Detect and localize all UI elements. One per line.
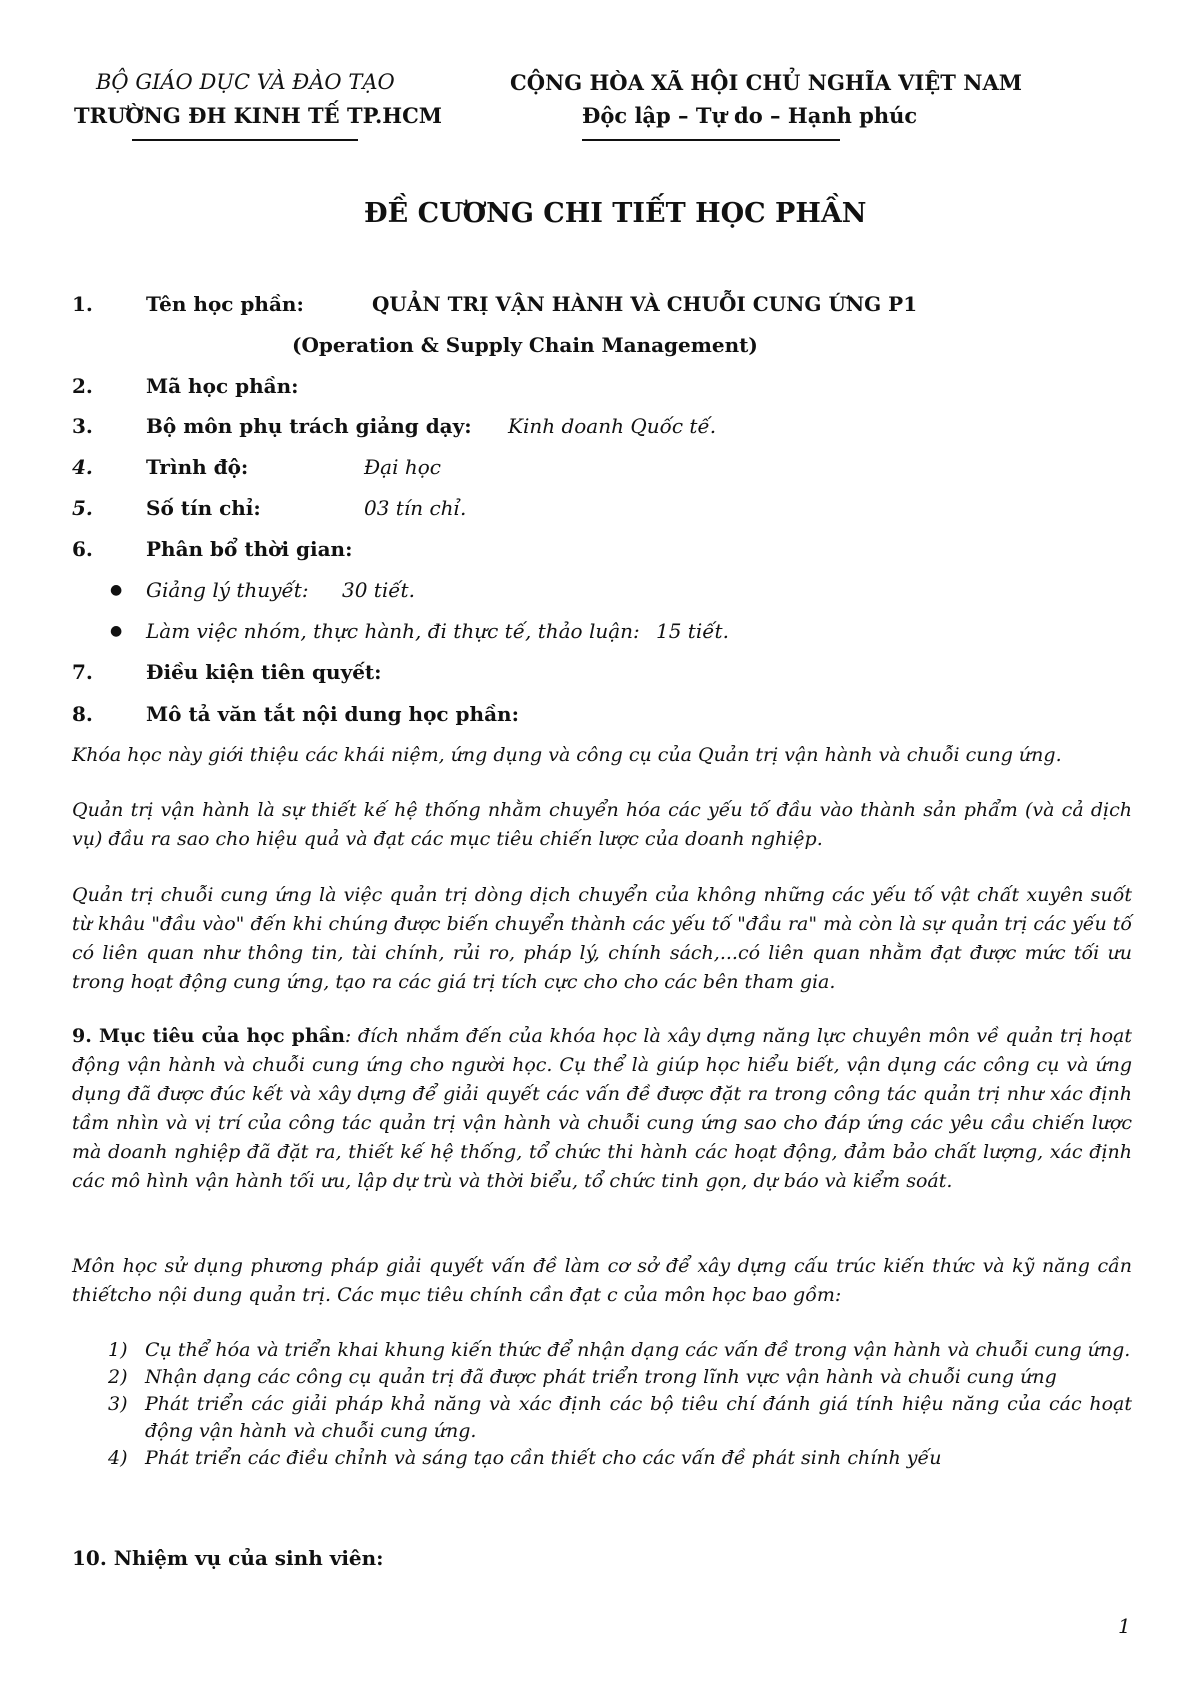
section-7-label: Điều kiện tiên quyết: (146, 660, 382, 684)
list-item-text: Phát triển các điều chỉnh và sáng tạo cần thiết cho các vấn đề phát sinh chính yếu (145, 1447, 942, 1469)
paragraph-intro: Khóa học này giới thiệu các khái niệm, ứng dụng và công cụ của Quản trị vận hành và chuỗi cung ứng. (72, 744, 1062, 766)
left-header-underline (132, 139, 358, 141)
section-4-number: 4. (72, 455, 93, 479)
section-9-heading: 9. Mục tiêu của học phần (72, 1025, 345, 1047)
section-9-body: : đích nhắm đến của khóa học là xây dựng năng lực chuyên môn về quản trị hoạt động vận hành và chuỗi cung ứng cho người học. Cụ thể là giúp học hiểu biết, vận dụng các công cụ và ứng dụng đã được đúc kết và xây dựng để giải quyết các vấn đề được đặt ra trong công tác quản trị như xác định tầm nhìn và vị trí của công tác quản trị vận hành và chuỗi cung ứng sao cho đáp ứng các yêu cầu chiến lược mà doanh nghiệp đã đặt ra, thiết kế hệ thống, tổ chức thi hành các hoạt động, đảm bảo chất lượng, xác định các mô hình vận hành tối ưu, lập dự trù và thời biểu, tổ chức tinh gọn, dự báo và kiểm soát. (72, 1025, 1132, 1192)
section-10-heading: 10. Nhiệm vụ của sinh viên: (72, 1546, 384, 1570)
bullet-icon: ● (110, 623, 123, 639)
section-3-label: Bộ môn phụ trách giảng dạy: (146, 414, 472, 438)
course-name-english: (Operation & Supply Chain Management) (292, 333, 758, 357)
list-item-text: Nhận dạng các công cụ quản trị đã được phát triển trong lĩnh vực vận hành và chuỗi cung ứng (145, 1366, 1057, 1388)
theory-label: Giảng lý thuyết: (146, 578, 309, 602)
section-8-number: 8. (72, 702, 93, 726)
section-1-number: 1. (72, 292, 93, 316)
national-motto: Độc lập – Tự do – Hạnh phúc (582, 103, 918, 128)
section-7-number: 7. (72, 660, 93, 684)
section-6-number: 6. (72, 537, 93, 561)
list-item (108, 1337, 1132, 1364)
department-value: Kinh doanh Quốc tế. (508, 414, 717, 438)
section-4-label: Trình độ: (146, 455, 249, 479)
section-6-label: Phân bổ thời gian: (146, 537, 353, 561)
section-5-number: 5. (72, 496, 93, 520)
list-marker: 2) (108, 1366, 128, 1388)
list-marker: 4) (108, 1447, 128, 1469)
section-3-number: 3. (72, 414, 93, 438)
list-item (108, 1391, 1132, 1445)
section-8-label: Mô tả văn tắt nội dung học phần: (146, 702, 519, 726)
section-2-number: 2. (72, 374, 93, 398)
paragraph-objectives (72, 1022, 1132, 1196)
page-title: ĐỀ CƯƠNG CHI TIẾT HỌC PHẦN (364, 198, 867, 229)
paragraph-method: Môn học sử dụng phương pháp giải quyết vấn đề làm cơ sở để xây dựng cấu trúc kiến thức và kỹ năng cần thiếtcho nội dung quản trị. Các mục tiêu chính cần đạt c của môn học bao gồm: (72, 1255, 1132, 1306)
section-1-label: Tên học phần: (146, 292, 304, 316)
level-value: Đại học (364, 455, 441, 479)
practice-value: 15 tiết. (656, 619, 729, 643)
ministry-name: BỘ GIÁO DỤC VÀ ĐÀO TẠO (96, 70, 395, 94)
paragraph-operations: Quản trị vận hành là sự thiết kế hệ thống nhằm chuyển hóa các yếu tố đầu vào thành sản phẩm (và cả dịch vụ) đầu ra sao cho hiệu quả và đạt các mục tiêu chiến lược của doanh nghiệp. (72, 799, 1132, 850)
paragraph-supply-chain: Quản trị chuỗi cung ứng là việc quản trị dòng dịch chuyển của không những các yếu tố vật chất xuyên suốt từ khâu "đầu vào" đến khi chúng được biến chuyển thành các yếu tố "đầu ra" mà còn là sự quản trị các yếu tố có liên quan như thông tin, tài chính, rủi ro, pháp lý, chính sách,...có liên quan nhằm đạt được mức tối ưu trong hoạt động cung ứng, tạo ra các giá trị tích cực cho cho các bên tham gia. (72, 884, 1132, 993)
course-name: QUẢN TRỊ VẬN HÀNH VÀ CHUỖI CUNG ỨNG P1 (372, 292, 918, 316)
bullet-icon: ● (110, 582, 123, 598)
list-marker: 3) (108, 1393, 128, 1415)
practice-label: Làm việc nhóm, thực hành, đi thực tế, thảo luận: (146, 619, 640, 643)
credits-value: 03 tín chỉ. (364, 496, 467, 520)
university-name: TRƯỜNG ĐH KINH TẾ TP.HCM (74, 103, 443, 128)
right-header-underline (582, 139, 840, 141)
list-marker: 1) (108, 1339, 128, 1361)
list-item-text: Cụ thể hóa và triển khai khung kiến thức để nhận dạng các vấn đề trong vận hành và chuỗi cung ứng. (145, 1339, 1131, 1361)
section-2-label: Mã học phần: (146, 374, 299, 398)
section-5-label: Số tín chỉ: (146, 496, 261, 520)
list-item (108, 1364, 1132, 1391)
page-number: 1 (1118, 1614, 1131, 1638)
objectives-list (108, 1337, 1132, 1472)
list-item (108, 1445, 1132, 1472)
list-item-text: Phát triển các giải pháp khả năng và xác định các bộ tiêu chí đánh giá tính hiệu năng của các hoạt động vận hành và chuỗi cung ứng. (145, 1393, 1132, 1442)
theory-value: 30 tiết. (342, 578, 415, 602)
republic-name: CỘNG HÒA XÃ HỘI CHỦ NGHĨA VIỆT NAM (510, 70, 1022, 95)
